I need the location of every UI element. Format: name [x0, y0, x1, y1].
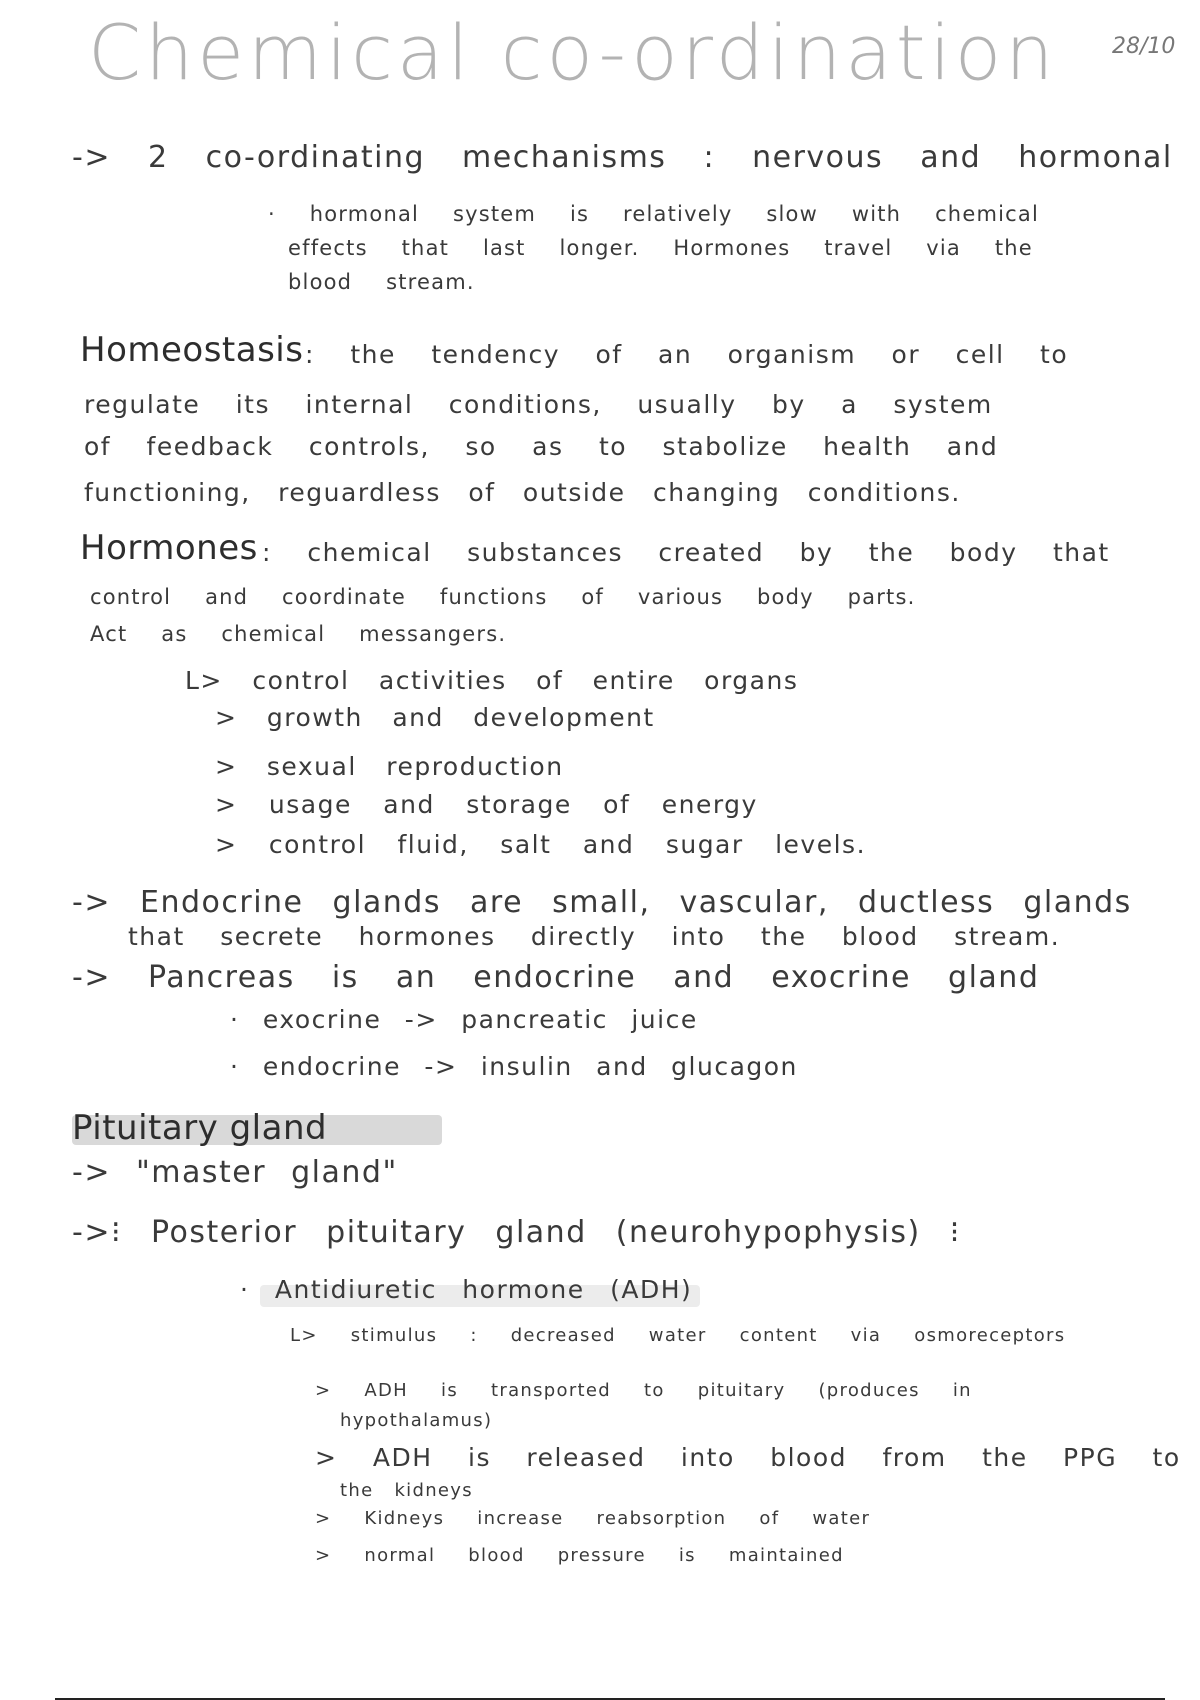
adh-step-2b: the kidneys [340, 1480, 473, 1501]
adh-title: · Antidiuretic hormone (ADH) [240, 1275, 693, 1304]
adh-step-1b: hypothalamus) [340, 1410, 493, 1431]
homeostasis-line-4: functioning, reguardless of outside changing conditions. [84, 478, 961, 507]
hormones-line-3: Act as chemical messangers. [90, 622, 507, 646]
hormones-item-energy: > usage and storage of energy [215, 790, 758, 819]
hormones-item-growth: > growth and development [215, 703, 655, 732]
exocrine-item: · exocrine -> pancreatic juice [230, 1005, 698, 1034]
endocrine-item: · endocrine -> insulin and glucagon [230, 1052, 798, 1081]
homeostasis-term: Homeostasis [80, 330, 304, 370]
hormones-term: Hormones [80, 528, 258, 568]
adh-step-1: > ADH is transported to pituitary (produces in [315, 1380, 972, 1401]
homeostasis-line-3: of feedback controls, so as to stabolize health and [84, 432, 999, 461]
hormones-item-organs: L> control activities of entire organs [185, 666, 799, 695]
date-label: 28/10 [1112, 34, 1176, 59]
intro-bullet-line-2: effects that last longer. Hormones travel via the [288, 236, 1033, 260]
hormones-line-1: : chemical substances created by the body that [262, 538, 1110, 567]
adh-step-3: > Kidneys increase reabsorption of water [315, 1508, 871, 1529]
hormones-item-levels: > control fluid, salt and sugar levels. [215, 830, 867, 859]
adh-step-2: > ADH is released into blood from the PPG to [315, 1443, 1181, 1472]
homeostasis-line-1: : the tendency of an organism or cell to [305, 340, 1069, 369]
homeostasis-line-2: regulate its internal conditions, usually by a system [84, 390, 993, 419]
endocrine-line-2: that secrete hormones directly into the blood stream. [128, 922, 1061, 951]
adh-step-4: > normal blood pressure is maintained [315, 1545, 844, 1566]
page-title: Chemical co-ordination [88, 8, 1058, 97]
posterior-pituitary-line: ->⁝ Posterior pituitary gland (neurohypophysis) ⁝ [72, 1215, 961, 1250]
intro-bullet-line-1: · hormonal system is relatively slow with chemical [268, 202, 1039, 226]
hormones-item-sexual: > sexual reproduction [215, 752, 564, 781]
endocrine-line-1: -> Endocrine glands are small, vascular, ductless glands [72, 885, 1132, 920]
pituitary-heading: Pituitary gland [72, 1108, 328, 1148]
pancreas-line: -> Pancreas is an endocrine and exocrine gland [72, 960, 1040, 995]
adh-stimulus: L> stimulus : decreased water content via osmoreceptors [290, 1325, 1066, 1346]
intro-bullet-line-3: blood stream. [288, 270, 475, 294]
master-gland-line: -> "master gland" [72, 1155, 398, 1190]
hormones-line-2: control and coordinate functions of various body parts. [90, 585, 916, 609]
intro-line-mechanisms: -> 2 co-ordinating mechanisms : nervous and hormonal [72, 140, 1173, 175]
